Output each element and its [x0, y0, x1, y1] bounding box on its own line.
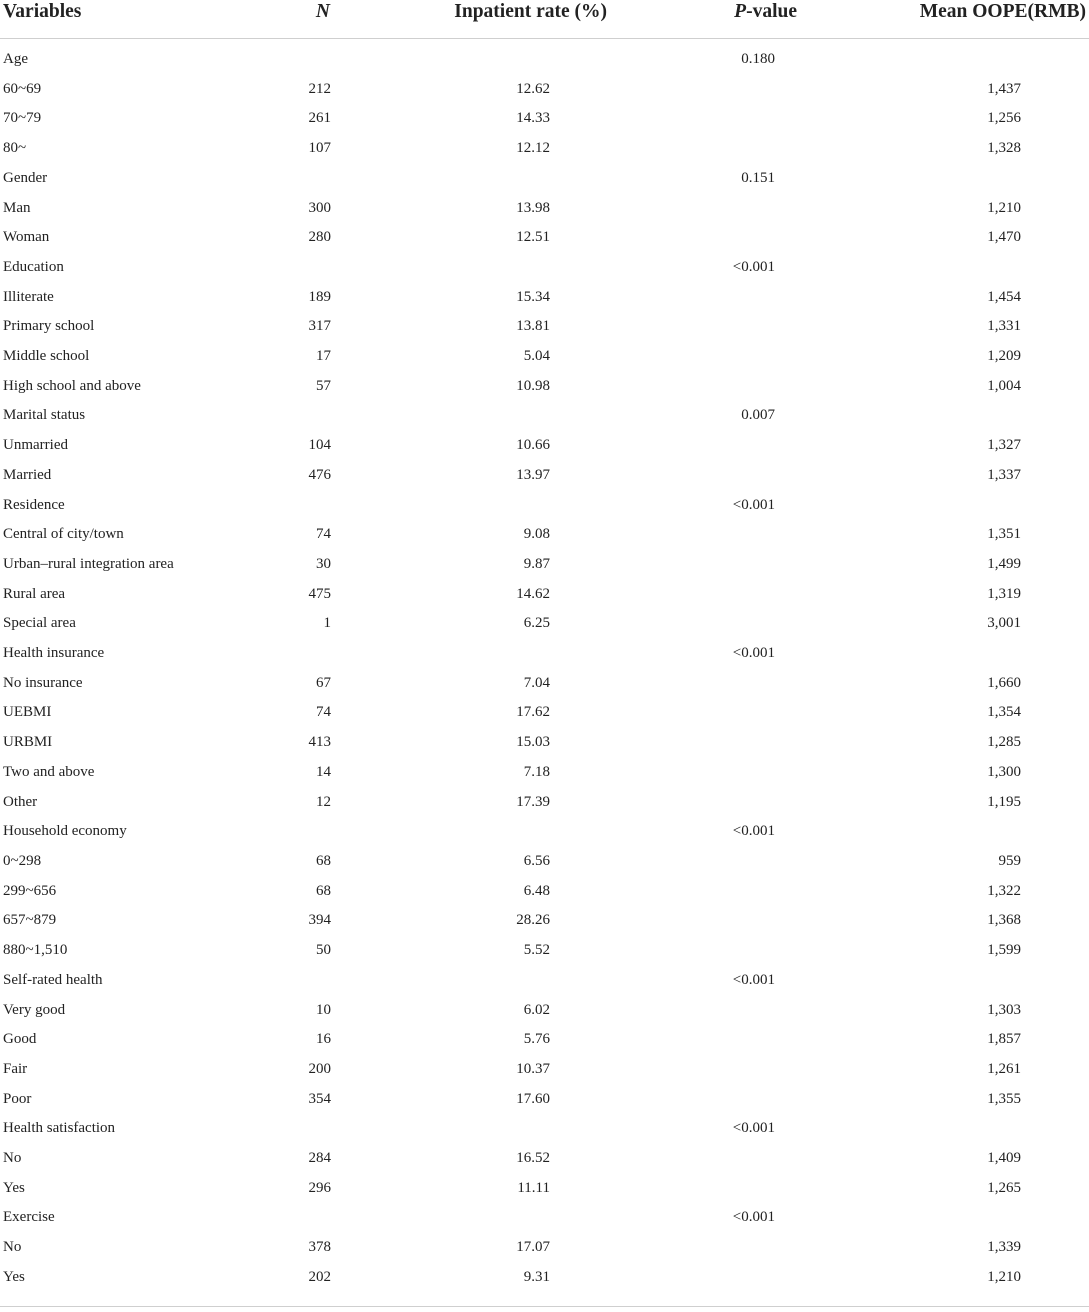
header-n: N [200, 0, 442, 39]
cell-inpatient-rate: 6.48 [523, 882, 550, 899]
cell-inpatient-rate: 11.11 [517, 1179, 550, 1196]
cell-n [200, 817, 442, 847]
cell-n: 354 [308, 1090, 331, 1107]
cell-inpatient-rate: 12.51 [516, 229, 550, 246]
cell-inpatient-rate: 17.39 [516, 793, 550, 810]
cell-variable: 70~79 [3, 110, 42, 127]
cell-inpatient-rate: 10.37 [516, 1060, 550, 1077]
cell-p-value [627, 996, 887, 1026]
table-row [0, 669, 1089, 699]
cell-inpatient-rate: 16.52 [516, 1150, 550, 1167]
cell-variable: UEBMI [3, 704, 52, 721]
cell-p-value: <0.001 [732, 258, 775, 275]
cell-inpatient-rate: 15.34 [516, 288, 550, 305]
table-row [0, 461, 1089, 491]
cell-mean-oope: 1,660 [987, 674, 1021, 691]
cell-inpatient-rate: 5.52 [523, 942, 550, 959]
cell-n: 1 [323, 615, 331, 632]
cell-inpatient-rate: 15.03 [516, 734, 550, 751]
cell-p-value: <0.001 [732, 1120, 775, 1137]
cell-inpatient-rate: 13.97 [516, 466, 550, 483]
table-row [0, 698, 1089, 728]
cell-variable: Urban–rural integration area [3, 555, 174, 572]
cell-variable: Marital status [3, 407, 86, 424]
cell-variable: URBMI [3, 734, 53, 751]
cell-p-value [627, 550, 887, 580]
cell-mean-oope [887, 1114, 1089, 1144]
cell-p-value: <0.001 [732, 823, 775, 840]
cell-mean-oope [887, 39, 1089, 75]
cell-variable: Very good [3, 1001, 66, 1018]
cell-variable: High school and above [3, 377, 141, 394]
bottom-rule [0, 1306, 1089, 1307]
cell-n: 14 [316, 763, 331, 780]
cell-variable: Education [3, 258, 64, 275]
cell-mean-oope: 1,195 [987, 793, 1021, 810]
cell-n: 212 [308, 80, 331, 97]
cell-n: 12 [316, 793, 331, 810]
cell-mean-oope [887, 1203, 1089, 1233]
cell-inpatient-rate: 5.04 [523, 348, 550, 365]
table-body [0, 39, 1089, 1293]
cell-mean-oope: 1,322 [987, 882, 1021, 899]
table-row [0, 1144, 1089, 1174]
cell-p-value [627, 520, 887, 550]
cell-n [200, 1114, 442, 1144]
cell-inpatient-rate [442, 39, 627, 75]
cell-inpatient-rate [442, 639, 627, 669]
header-row [0, 0, 1089, 39]
cell-n [200, 401, 442, 431]
cell-mean-oope: 1,351 [987, 526, 1021, 543]
cell-variable: Health satisfaction [3, 1120, 116, 1137]
cell-inpatient-rate: 6.02 [523, 1001, 550, 1018]
cell-n: 68 [316, 852, 331, 869]
cell-p-value [627, 194, 887, 224]
cell-n [200, 491, 442, 521]
cell-p-value [627, 431, 887, 461]
cell-variable: Poor [3, 1090, 32, 1107]
cell-inpatient-rate [442, 817, 627, 847]
table-row [0, 491, 1089, 521]
cell-p-value [627, 847, 887, 877]
table-row [0, 936, 1089, 966]
cell-inpatient-rate [442, 401, 627, 431]
cell-mean-oope: 1,470 [987, 229, 1021, 246]
cell-mean-oope [887, 401, 1089, 431]
cell-inpatient-rate: 10.66 [516, 437, 550, 454]
cell-n [200, 253, 442, 283]
table-row [0, 372, 1089, 402]
table-row [0, 996, 1089, 1026]
cell-n: 413 [308, 734, 331, 751]
cell-n: 10 [316, 1001, 331, 1018]
table-row [0, 431, 1089, 461]
cell-mean-oope: 1,327 [987, 437, 1021, 454]
table-row [0, 580, 1089, 610]
cell-variable: Fair [3, 1060, 28, 1077]
cell-mean-oope: 1,599 [987, 942, 1021, 959]
cell-n: 189 [308, 288, 331, 305]
cell-p-value [627, 104, 887, 134]
cell-variable: 0~298 [3, 852, 42, 869]
cell-p-value [627, 283, 887, 313]
cell-p-value [627, 580, 887, 610]
table-row [0, 1114, 1089, 1144]
table-row [0, 847, 1089, 877]
cell-n [200, 1203, 442, 1233]
header-mean-oope: Mean OOPE(RMB) [887, 0, 1089, 39]
cell-mean-oope: 1,319 [987, 585, 1021, 602]
cell-inpatient-rate [442, 164, 627, 194]
table-row [0, 1233, 1089, 1263]
cell-p-value: <0.001 [732, 971, 775, 988]
cell-n: 284 [308, 1150, 331, 1167]
cell-n [200, 164, 442, 194]
cell-variable: No [3, 1150, 22, 1167]
cell-variable: Woman [3, 229, 50, 246]
cell-p-value [627, 758, 887, 788]
cell-mean-oope [887, 253, 1089, 283]
cell-variable: No insurance [3, 674, 83, 691]
cell-mean-oope: 1,354 [987, 704, 1021, 721]
cell-n: 107 [308, 140, 331, 157]
cell-n [200, 639, 442, 669]
cell-mean-oope: 1,339 [987, 1239, 1021, 1256]
cell-n: 74 [316, 526, 331, 543]
table-row [0, 104, 1089, 134]
cell-n: 202 [308, 1268, 331, 1285]
table-row [0, 966, 1089, 996]
table-row [0, 401, 1089, 431]
cell-inpatient-rate: 5.76 [523, 1031, 550, 1048]
cell-p-value [627, 372, 887, 402]
cell-n: 475 [308, 585, 331, 602]
cell-variable: Yes [3, 1179, 25, 1196]
cell-n: 280 [308, 229, 331, 246]
cell-n: 296 [308, 1179, 331, 1196]
cell-inpatient-rate: 9.31 [523, 1268, 550, 1285]
cell-inpatient-rate: 17.62 [516, 704, 550, 721]
cell-p-value [627, 1055, 887, 1085]
cell-mean-oope: 1,368 [987, 912, 1021, 929]
cell-variable: 657~879 [3, 912, 57, 929]
cell-inpatient-rate [442, 491, 627, 521]
table-row [0, 520, 1089, 550]
cell-inpatient-rate: 9.08 [523, 526, 550, 543]
cell-inpatient-rate: 28.26 [516, 912, 550, 929]
header-p-value [627, 0, 887, 39]
cell-variable: 60~69 [3, 80, 42, 97]
cell-p-value: 0.007 [741, 407, 775, 424]
table-row [0, 1263, 1089, 1293]
cell-mean-oope: 1,499 [987, 555, 1021, 572]
cell-n: 57 [316, 377, 331, 394]
table-row [0, 788, 1089, 818]
cell-variable: Two and above [3, 763, 95, 780]
table-row [0, 1055, 1089, 1085]
cell-inpatient-rate: 10.98 [516, 377, 550, 394]
table-row [0, 906, 1089, 936]
cell-variable: 299~656 [3, 882, 57, 899]
cell-n: 378 [308, 1239, 331, 1256]
cell-mean-oope: 1,337 [987, 466, 1021, 483]
cell-variable: 80~ [3, 140, 27, 157]
cell-inpatient-rate [442, 966, 627, 996]
table-row [0, 283, 1089, 313]
table-row [0, 1085, 1089, 1115]
cell-mean-oope: 3,001 [987, 615, 1021, 632]
cell-n [200, 39, 442, 75]
cell-mean-oope [887, 164, 1089, 194]
cell-n: 394 [308, 912, 331, 929]
cell-inpatient-rate: 14.62 [516, 585, 550, 602]
cell-inpatient-rate: 6.56 [523, 852, 550, 869]
header-variables: Variables [0, 0, 200, 39]
table-header [0, 0, 1089, 39]
cell-variable: Rural area [3, 585, 66, 602]
cell-p-value [627, 609, 887, 639]
cell-p-value [627, 936, 887, 966]
cell-p-value [627, 1263, 887, 1293]
cell-mean-oope: 1,437 [987, 80, 1021, 97]
table-row [0, 550, 1089, 580]
cell-inpatient-rate: 7.04 [523, 674, 550, 691]
cell-mean-oope: 1,300 [987, 763, 1021, 780]
table-row [0, 1203, 1089, 1233]
cell-variable: Special area [3, 615, 76, 632]
cell-inpatient-rate [442, 1114, 627, 1144]
cell-mean-oope: 1,261 [987, 1060, 1021, 1077]
cell-p-value: <0.001 [732, 645, 775, 662]
table-row [0, 1025, 1089, 1055]
cell-variable: Exercise [3, 1209, 55, 1226]
cell-inpatient-rate: 12.62 [516, 80, 550, 97]
cell-variable: Other [3, 793, 38, 810]
cell-inpatient-rate [442, 253, 627, 283]
cell-variable: No [3, 1239, 22, 1256]
cell-mean-oope: 1,454 [987, 288, 1021, 305]
header-p-value-letter: P [734, 1, 747, 22]
table-row [0, 1174, 1089, 1204]
cell-variable: Married [3, 466, 52, 483]
cell-n: 317 [308, 318, 331, 335]
cell-variable: Man [3, 199, 31, 216]
cell-variable: Middle school [3, 348, 90, 365]
cell-n: 16 [316, 1031, 331, 1048]
cell-p-value [627, 223, 887, 253]
cell-p-value [627, 461, 887, 491]
cell-p-value: <0.001 [732, 1209, 775, 1226]
table-row [0, 609, 1089, 639]
table-row [0, 817, 1089, 847]
cell-n: 30 [316, 555, 331, 572]
cell-p-value: 0.151 [741, 169, 775, 186]
cell-n [200, 966, 442, 996]
cell-variable: Health insurance [3, 645, 105, 662]
table-row [0, 877, 1089, 907]
cell-p-value [627, 788, 887, 818]
cell-mean-oope [887, 817, 1089, 847]
table-row [0, 164, 1089, 194]
cell-mean-oope [887, 639, 1089, 669]
cell-mean-oope: 1,210 [987, 199, 1021, 216]
cell-n: 300 [308, 199, 331, 216]
cell-n: 50 [316, 942, 331, 959]
cell-mean-oope: 1,355 [987, 1090, 1021, 1107]
table-row [0, 223, 1089, 253]
cell-p-value [627, 906, 887, 936]
cell-variable: Primary school [3, 318, 95, 335]
cell-p-value [627, 1025, 887, 1055]
cell-mean-oope: 1,209 [987, 348, 1021, 365]
cell-variable: Age [3, 51, 28, 67]
cell-p-value [627, 312, 887, 342]
table-row [0, 75, 1089, 105]
table-row [0, 194, 1089, 224]
cell-n: 104 [308, 437, 331, 454]
cell-n: 17 [316, 348, 331, 365]
cell-variable: Illiterate [3, 288, 54, 305]
cell-p-value: <0.001 [732, 496, 775, 513]
cell-n: 74 [316, 704, 331, 721]
cell-inpatient-rate: 6.25 [523, 615, 550, 632]
cell-p-value [627, 75, 887, 105]
cell-mean-oope: 1,004 [987, 377, 1021, 394]
cell-variable: Good [3, 1031, 37, 1048]
cell-variable: Self-rated health [3, 971, 103, 988]
cell-variable: Household economy [3, 823, 127, 840]
cell-p-value [627, 1174, 887, 1204]
cell-p-value [627, 1085, 887, 1115]
cell-mean-oope: 1,857 [987, 1031, 1021, 1048]
cell-p-value [627, 134, 887, 164]
cell-p-value [627, 728, 887, 758]
cell-mean-oope [887, 491, 1089, 521]
table-row [0, 312, 1089, 342]
cell-n: 261 [308, 110, 331, 127]
cell-p-value [627, 342, 887, 372]
header-inpatient-rate: Inpatient rate (%) [442, 0, 627, 39]
cell-p-value [627, 669, 887, 699]
cell-n: 67 [316, 674, 331, 691]
cell-inpatient-rate: 17.60 [516, 1090, 550, 1107]
cell-mean-oope: 1,285 [987, 734, 1021, 751]
table-row [0, 134, 1089, 164]
table-row [0, 758, 1089, 788]
cell-mean-oope: 1,210 [987, 1268, 1021, 1285]
cell-variable: Yes [3, 1268, 25, 1285]
cell-p-value [627, 877, 887, 907]
cell-variable: 880~1,510 [3, 942, 68, 959]
cell-inpatient-rate: 12.12 [516, 140, 550, 157]
cell-mean-oope: 1,409 [987, 1150, 1021, 1167]
cell-p-value [627, 1144, 887, 1174]
cell-p-value: 0.180 [741, 51, 775, 67]
cell-mean-oope: 1,331 [987, 318, 1021, 335]
cell-mean-oope: 1,328 [987, 140, 1021, 157]
cell-inpatient-rate: 9.87 [523, 555, 550, 572]
cell-mean-oope: 1,303 [987, 1001, 1021, 1018]
cell-inpatient-rate: 17.07 [516, 1239, 550, 1256]
cell-p-value [627, 698, 887, 728]
cell-variable: Gender [3, 169, 48, 186]
cell-n: 68 [316, 882, 331, 899]
header-p-value-suffix: -value [746, 1, 797, 22]
cell-mean-oope [887, 966, 1089, 996]
cell-inpatient-rate [442, 1203, 627, 1233]
table-row [0, 39, 1089, 75]
table-row [0, 639, 1089, 669]
cell-mean-oope: 959 [998, 852, 1021, 869]
table-row [0, 253, 1089, 283]
cell-mean-oope: 1,256 [987, 110, 1021, 127]
cell-inpatient-rate: 7.18 [523, 763, 550, 780]
cell-n: 200 [308, 1060, 331, 1077]
cell-inpatient-rate: 13.81 [516, 318, 550, 335]
cell-n: 476 [308, 466, 331, 483]
cell-variable: Central of city/town [3, 526, 124, 543]
cell-variable: Unmarried [3, 437, 68, 454]
table-row [0, 342, 1089, 372]
cell-variable: Residence [3, 496, 65, 513]
table-row [0, 728, 1089, 758]
cell-inpatient-rate: 13.98 [516, 199, 550, 216]
cell-mean-oope: 1,265 [987, 1179, 1021, 1196]
cell-p-value [627, 1233, 887, 1263]
cell-inpatient-rate: 14.33 [516, 110, 550, 127]
